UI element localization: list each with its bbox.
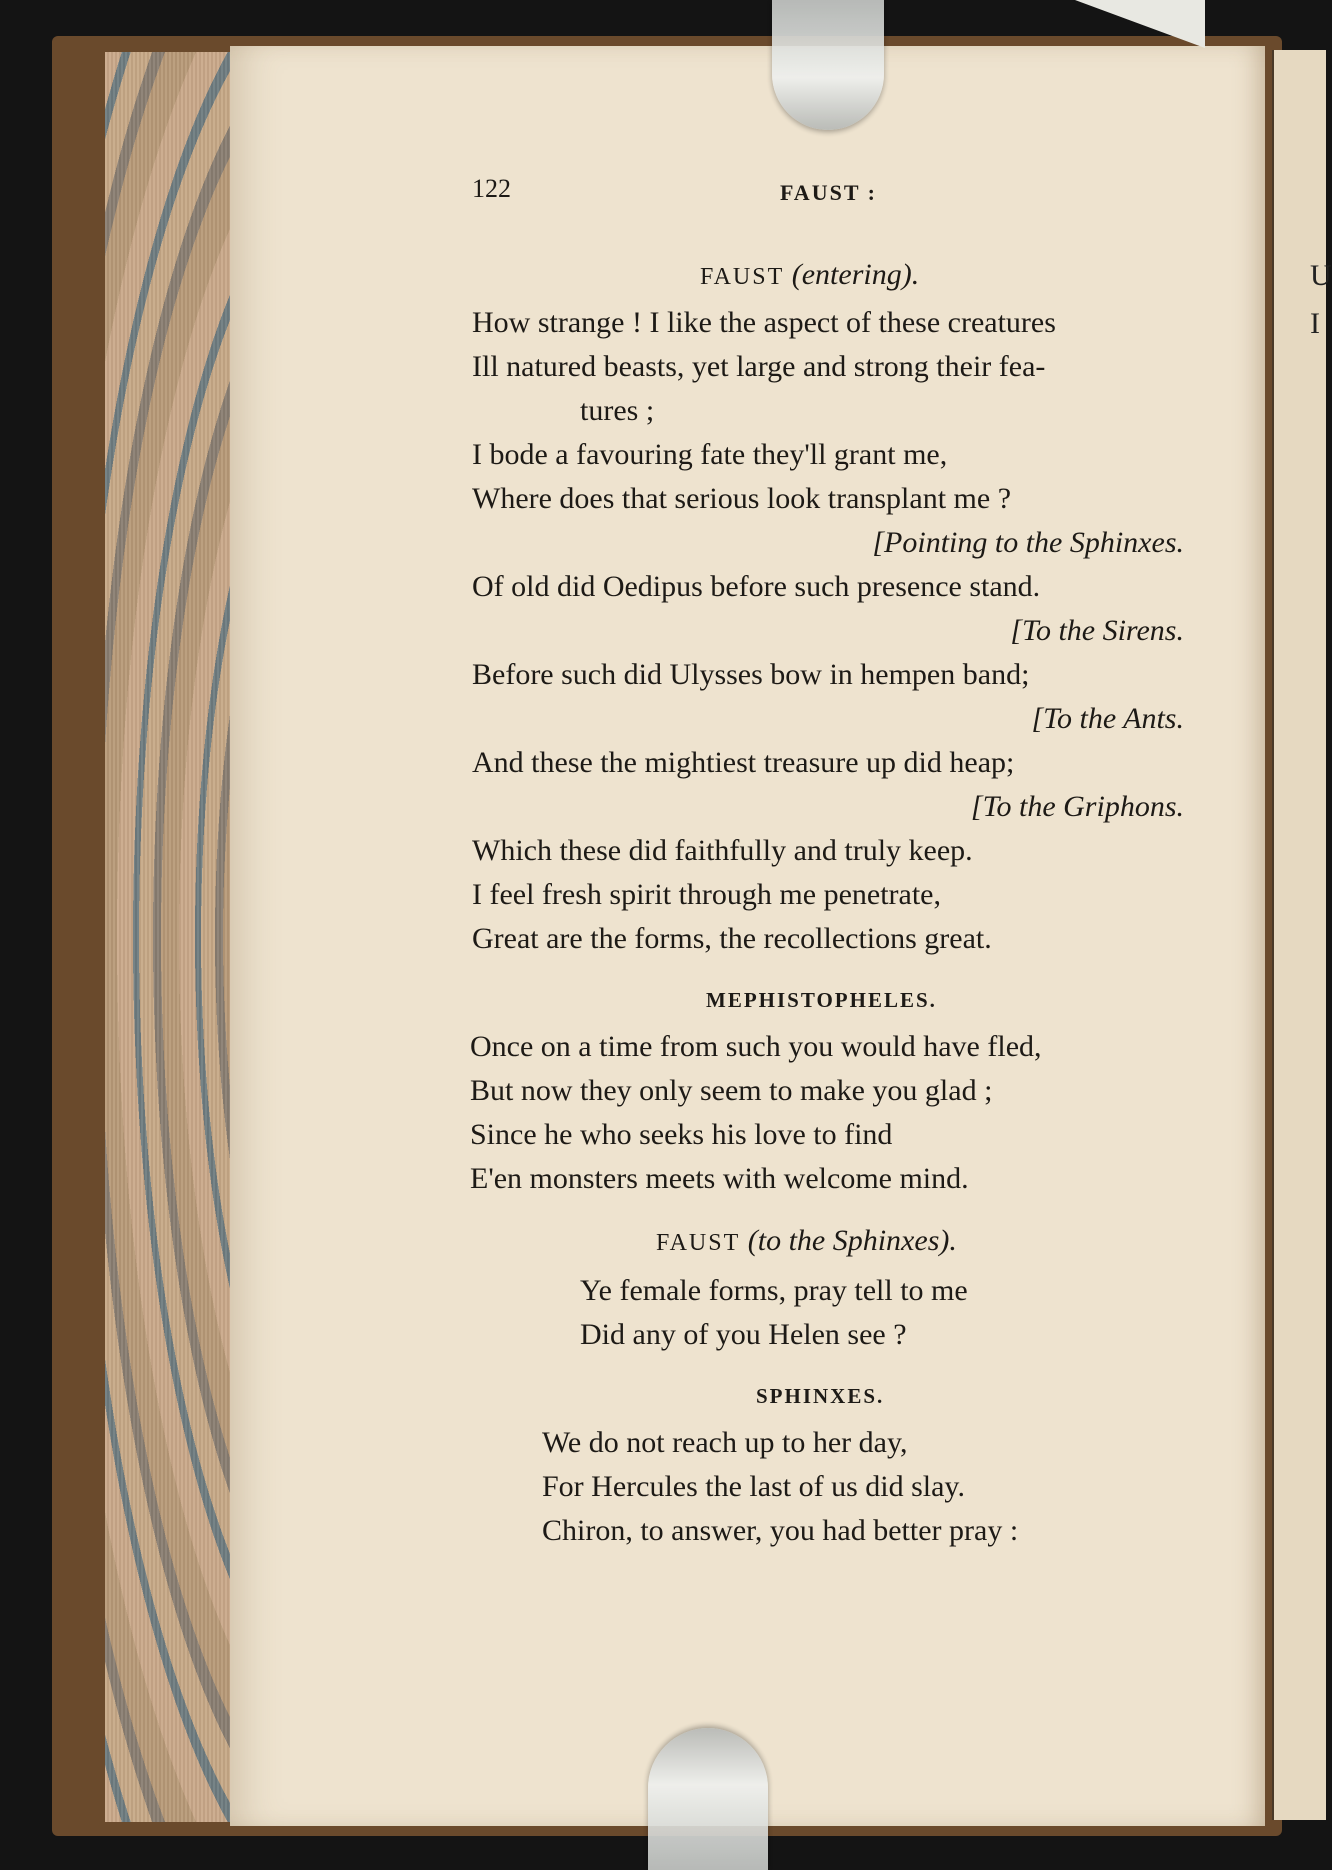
stage-direction — [872, 526, 1184, 560]
verse-line: Once on a time from such you would have fled, — [470, 1030, 1042, 1063]
page-clip-corner — [1075, 0, 1205, 48]
page-number: 122 — [472, 174, 511, 203]
verse-line: tures ; — [580, 394, 655, 427]
verse-line: Ye female forms, pray tell to me — [580, 1274, 968, 1307]
facing-fragment: I — [1310, 307, 1320, 340]
stage-direction — [1010, 614, 1184, 648]
stage-direction-text: [Pointing to the Sphinxes. — [872, 526, 1184, 559]
page-clip-top — [772, 0, 884, 130]
verse-line: Of old did Oedipus before such presence stand. — [472, 570, 1041, 603]
verse-line: Which these did faithfully and truly keep. — [472, 834, 973, 867]
running-title: FAUST : — [780, 180, 877, 205]
stage-direction-text: [To the Ants. — [1031, 702, 1184, 735]
stage-direction-text: [To the Sirens. — [1010, 614, 1184, 647]
verse-line: Great are the forms, the recollections great. — [472, 922, 992, 955]
verse-line: Before such did Ulysses bow in hempen band; — [472, 658, 1030, 691]
verse-line: Since he who seeks his love to find — [470, 1118, 893, 1151]
verse-line: Did any of you Helen see ? — [580, 1318, 907, 1351]
stage-direction — [971, 790, 1184, 824]
page-edges — [105, 52, 236, 1822]
stage-direction — [1031, 702, 1184, 736]
speaker-name: FAUST — [700, 264, 785, 290]
verse-line: E'en monsters meets with welcome mind. — [470, 1162, 969, 1195]
speaker-heading — [656, 1224, 957, 1258]
stage-direction: (entering). — [791, 258, 920, 291]
speaker-name: FAUST — [656, 1230, 741, 1256]
facing-fragment: U — [1310, 259, 1332, 292]
stage-direction-text: [To the Griphons. — [970, 790, 1184, 823]
speaker-name: MEPHISTOPHELES. — [706, 988, 937, 1012]
verse-line: Ill natured beasts, yet large and strong their fea- — [472, 350, 1046, 383]
verse-line: But now they only seem to make you glad ; — [470, 1074, 993, 1107]
stage-direction: (to the Sphinxes). — [747, 1224, 957, 1257]
speaker-name: SPHINXES. — [756, 1384, 885, 1408]
verse-line: Chiron, to answer, you had better pray : — [542, 1514, 1019, 1547]
facing-page-fragments — [1310, 252, 1332, 348]
verse-line: How strange ! I like the aspect of these creatures — [472, 306, 1056, 339]
verse-line: I feel fresh spirit through me penetrate, — [472, 878, 941, 911]
verse-line: We do not reach up to her day, — [542, 1426, 908, 1459]
speaker-heading — [700, 258, 919, 292]
verse-line: Where does that serious look transplant me ? — [472, 482, 1012, 515]
verse-line: For Hercules the last of us did slay. — [542, 1470, 965, 1503]
verse-line: I bode a favouring fate they'll grant me, — [472, 438, 948, 471]
page-clip-bottom — [648, 1728, 768, 1870]
verse-line: And these the mightiest treasure up did heap; — [472, 746, 1015, 779]
